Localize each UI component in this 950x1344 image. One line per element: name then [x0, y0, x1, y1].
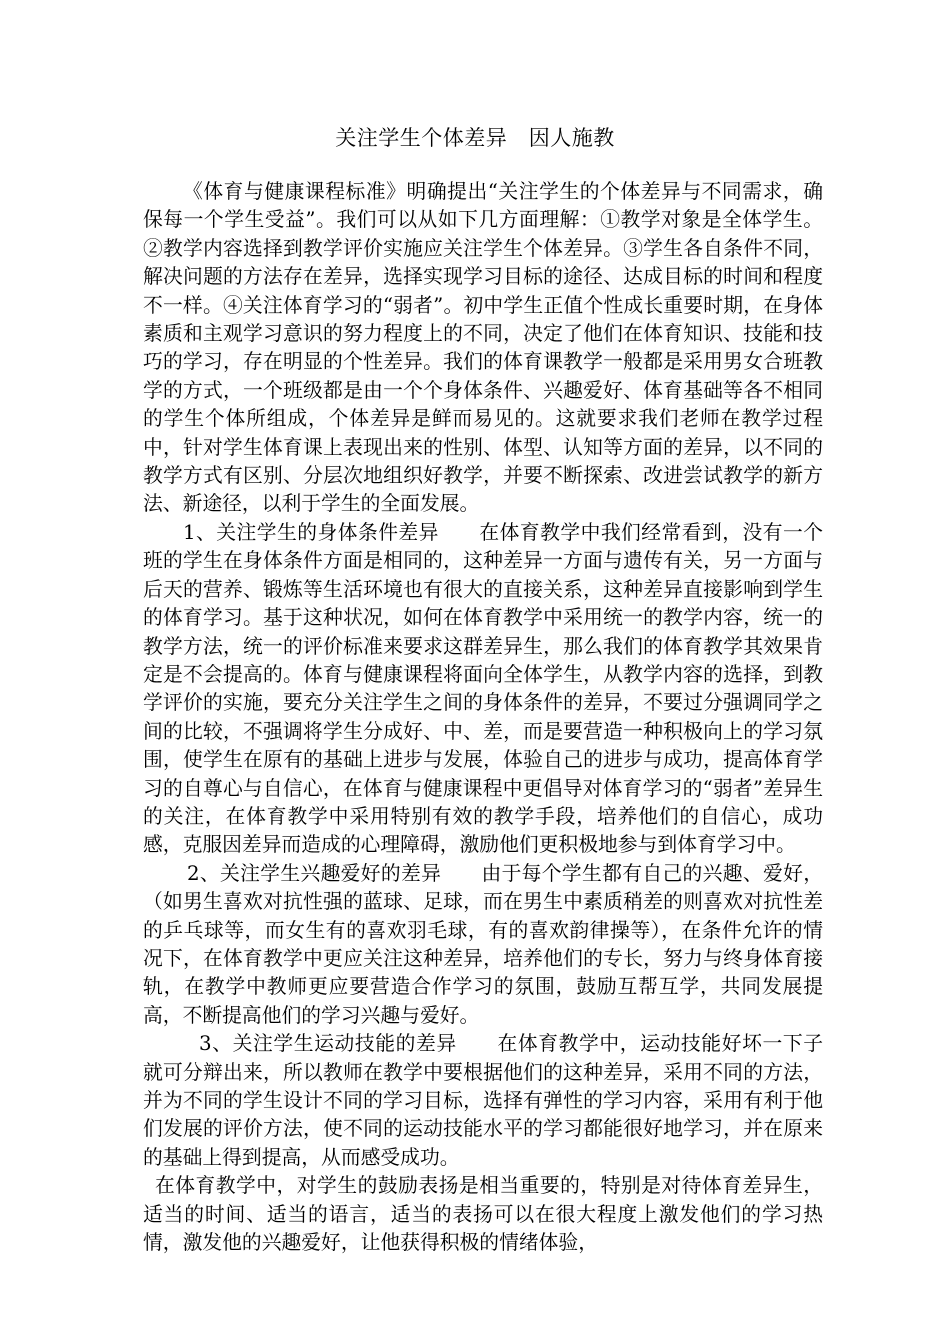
section-1-paragraph: 1、关注学生的身体条件差异 在体育教学中我们经常看到，没有一个班的学生在身体条件方面是相同的，这种差异一方面与遗传有关，另一方面与后天的营养、锻炼等生活环境也有很大的直接关系，这种差异直接影响到学生的体育学习。基于这种状况，如何在体育教学中采用统一的教学内容，统一的教学方法，统一的评价标准来要求这群差异生，那么我们的体育教学其效果肯定是不会提高的。体育与健康课程将面向全体学生，从教学内容的选择，到教学评价的实施，要充分关注学生之间的身体条件的差异，不要过分强调同学之间的比较，不强调将学生分成好、中、差，而是要营造一种积极向上的学习氛围，使学生在原有的基础上进步与发展，体验自己的进步与成功，提高体育学习的自尊心与自信心，在体育与健康课程中更倡导对体育学习的“弱者”差异生的关注，在体育教学中采用特别有效的教学手段，培养他们的自信心，成功感，克服因差异而造成的心理障碍，激励他们更积极地参与到体育学习中。 [143, 520, 823, 857]
closing-paragraph: 在体育教学中，对学生的鼓励表扬是相当重要的，特别是对待体育差异生，适当的时间、适当的语言，适当的表扬可以在很大程度上激发他们的学习热情，激发他的兴趣爱好，让他获得积极的情绪体验， [143, 1174, 823, 1255]
intro-paragraph: 《体育与健康课程标准》明确提出“关注学生的个体差异与不同需求，确保每一个学生受益”。我们可以从如下几方面理解：①教学对象是全体学生。②教学内容选择到教学评价实施应关注学生个体差异。③学生各自条件不同，解决问题的方法存在差异，选择实现学习目标的途径、达成目标的时间和程度不一样。④关注体育学习的“弱者”。初中学生正值个性成长重要时期，在身体素质和主观学习意识的努力程度上的不同，决定了他们在体育知识、技能和技巧的学习，存在明显的个性差异。我们的体育课教学一般都是采用男女合班教学的方式，一个班级都是由一个个身体条件、兴趣爱好、体育基础等各不相同的学生个体所组成，个体差异是鲜而易见的。这就要求我们老师在教学过程中，针对学生体育课上表现出来的性别、体型、认知等方面的差异，以不同的教学方式有区别、分层次地组织好教学，并要不断探索、改进尝试教学的新方法、新途径，以利于学生的全面发展。 [143, 180, 823, 516]
document-title: 关注学生个体差异 因人施教 [335, 126, 615, 150]
document-body [143, 178, 823, 1257]
section-2-paragraph: 2、关注学生兴趣爱好的差异 由于每个学生都有自己的兴趣、爱好，（如男生喜欢对抗性强的蓝球、足球，而在男生中素质稍差的则喜欢对抗性差的乒乓球等，而女生有的喜欢羽毛球，有的喜欢韵律操等），在条件允许的情况下，在体育教学中更应关注这种差异，培养他们的专长，努力与终身体育接轨，在教学中教师更应要营造合作学习的氛围，鼓励互帮互学，共同发展提高，不断提高他们的学习兴趣与爱好。 [143, 861, 823, 1027]
section-3-paragraph: 3、关注学生运动技能的差异 在体育教学中，运动技能好坏一下子就可分辩出来，所以教师在教学中要根据他们的这种差异，采用不同的方法，并为不同的学生设计不同的学习目标，选择有弹性的学习内容，采用有利于他们发展的评价方法，使不同的运动技能水平的学习都能很好地学习，并在原来的基础上得到提高，从而感受成功。 [143, 1032, 823, 1169]
